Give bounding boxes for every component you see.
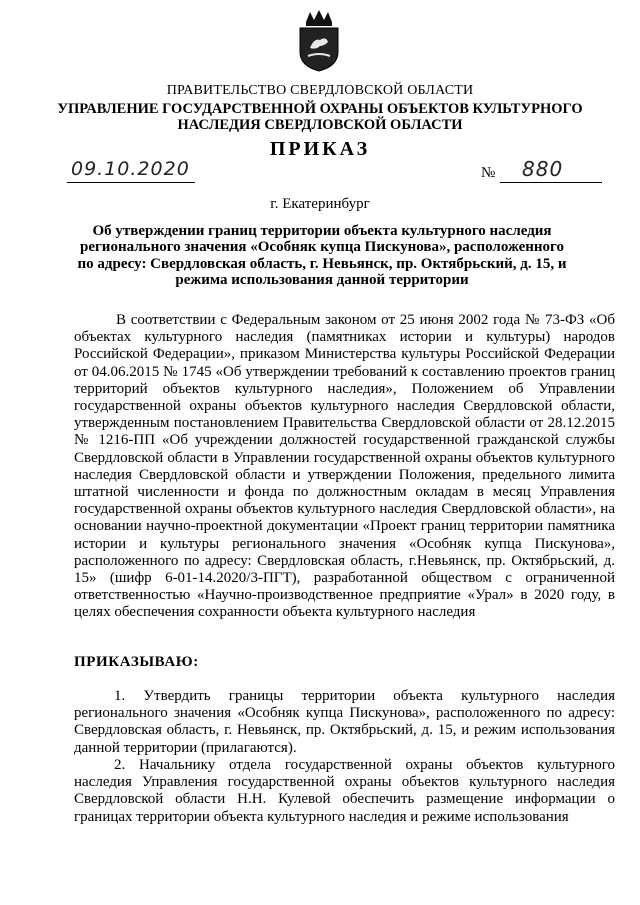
coat-of-arms-icon [296, 8, 342, 72]
item-2-paragraph: 2. Начальнику отдела государственной охраны объектов культурного наследия Управления государственной охраны объектов культурного наследия Свердловской области Н.Н. Кулевой обеспечить размещение информации о границах территории объекта культурного наследия и режиме использования [74, 757, 615, 825]
document-type: ПРИКАЗ [269, 138, 371, 160]
city: г. Екатеринбург [270, 196, 370, 212]
item-1-paragraph: 1. Утвердить границы территории объекта культурного наследия регионального значения «Особняк купца Пискунова», расположенного по адресу: Свердловская область, г. Невьянск, пр. Октябрьский, д. 15, и режим использования данной территории (прилагаются). [74, 688, 615, 756]
number-label: № [481, 165, 496, 181]
department-name: УПРАВЛЕНИЕ ГОСУДАРСТВЕННОЙ ОХРАНЫ ОБЪЕКТОВ КУЛЬТУРНОГО НАСЛЕДИЯ СВЕРДЛОВСКОЙ ОБЛАСТИ [57, 101, 583, 133]
handwritten-date: 09.10.2020 [71, 158, 190, 180]
order-title: Об утверждении границ территории объекта культурного наследия регионального значения «Особняк купца Пискунова», расположенного по адресу: Свердловская область, г. Невьянск, пр. Октябрьский, д. 15, и режима использования данной территории [77, 223, 567, 288]
government-name: ПРАВИТЕЛЬСТВО СВЕРДЛОВСКОЙ ОБЛАСТИ [166, 83, 474, 98]
decree-word: ПРИКАЗЫВАЮ: [74, 654, 199, 670]
preamble-paragraph: В соответствии с Федеральным законом от 25 июня 2002 года № 73-ФЗ «Об объектах культурного наследия (памятниках истории и культуры) народов Российской Федерации», приказом Министерства культуры Российской Федерации от 04.06.2015 № 1745 «Об утверждении требований к составлению проектов границ территорий объектов культурного наследия», Положением об Управлении государственной охраны объектов культурного наследия Свердловской области, утвержденным постановлением Правительства Свердловской области от 28.12.2015 № 1216-ПП «Об учреждении должностей государственной гражданской службы Свердловской области в Управлении государственной охраны объектов культурного наследия Свердловской области и утверждении Положения, предельного лимита штатной численности и фонда по должностным окладам в месяц Управления государственной охраны объектов культурного наследия Свердловской области», на основании научно-проектной документации «Проект границ территории памятника истории и культуры регионального значения «Особняк купца Пискунова», расположенного по адресу: Свердловская область, г.Невьянск, пр. Октябрьский, д. 15» (шифр 6-01-14.2020/3-ПГТ), разработанной обществом с ограниченной ответственностью «Научно-производственное предприятие «Урал» в 2020 году, в целях обеспечения сохранности объекта культурного наследия [74, 312, 615, 621]
date-field [67, 160, 195, 183]
number-field [500, 157, 602, 183]
handwritten-number: 880 [522, 157, 564, 181]
